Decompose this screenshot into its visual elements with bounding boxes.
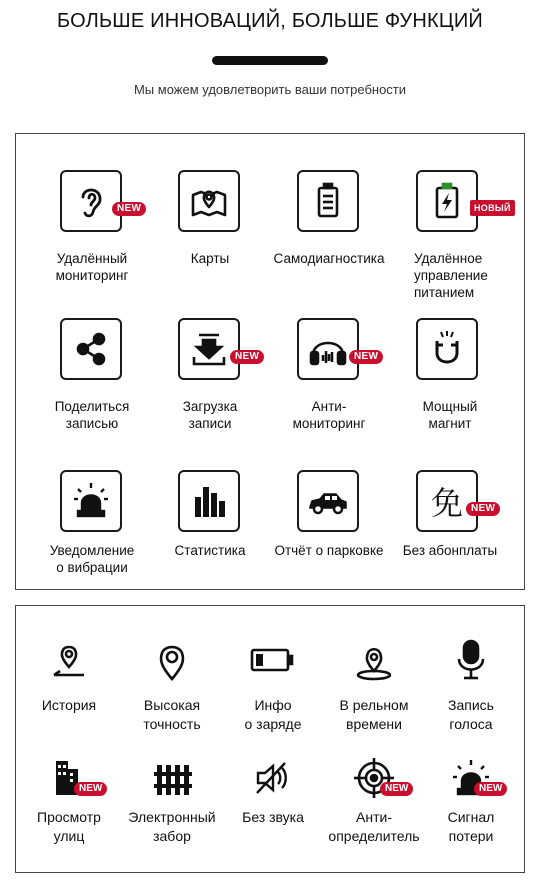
alarm-light-small-icon — [441, 752, 501, 804]
free-glyph-icon: 免 — [416, 470, 478, 532]
feature-label: Без абонплаты — [402, 543, 498, 558]
feature-label: Удалённый мониторинг — [55, 251, 129, 283]
new-badge: NEW — [380, 782, 413, 796]
magnet-icon — [416, 318, 478, 380]
new-badge: NEW — [474, 782, 507, 796]
feature-label-history: История — [41, 697, 97, 713]
feature-label-battery-info: Инфо о заряде — [244, 697, 302, 732]
buildings-icon — [39, 752, 99, 804]
new-badge: NEW — [112, 202, 146, 216]
battery-low-icon — [242, 634, 302, 686]
feature-label-accuracy: Высокая точность — [143, 697, 201, 732]
alarm-light-icon — [60, 470, 122, 532]
feature-label: Загрузка записи — [182, 399, 238, 431]
features-panel-bottom — [15, 605, 525, 873]
feature-label: Карты — [190, 251, 230, 266]
headline-underline-bar — [212, 56, 328, 65]
bar-chart-icon — [178, 470, 240, 532]
new-badge-ru: НОВЫЙ — [470, 200, 515, 216]
new-badge: NEW — [230, 350, 264, 364]
battery-charge-icon — [416, 170, 478, 232]
fence-icon — [142, 752, 202, 804]
mute-icon — [242, 752, 302, 804]
feature-label-street-view: Просмотр улиц — [37, 809, 101, 844]
headphones-icon — [297, 318, 359, 380]
feature-label: Статистика — [174, 543, 246, 558]
realtime-pin-icon — [344, 634, 404, 686]
share-icon — [60, 318, 122, 380]
crosshair-icon — [344, 752, 404, 804]
new-badge: NEW — [349, 350, 383, 364]
download-icon — [178, 318, 240, 380]
route-pin-icon — [39, 634, 99, 686]
microphone-icon — [441, 634, 501, 686]
feature-label-anti-detector: Анти- определитель — [328, 809, 420, 844]
feature-label-silent: Без звука — [242, 809, 304, 825]
feature-label: Поделиться записью — [54, 399, 130, 431]
battery-diagnostic-icon — [297, 170, 359, 232]
feature-label-e-fence: Электронный забор — [128, 809, 216, 844]
feature-label-realtime: В рельном времени — [339, 697, 409, 732]
feature-label: Самодиагностика — [273, 251, 385, 266]
car-icon — [297, 470, 359, 532]
location-pin-icon — [142, 634, 202, 686]
new-badge: NEW — [74, 782, 107, 796]
feature-label: Уведомление о вибрации — [49, 543, 135, 575]
feature-label: Отчёт о парковке — [274, 543, 384, 558]
feature-label: Мощный магнит — [422, 399, 478, 431]
ear-icon — [60, 170, 122, 232]
feature-label: Удалённое управление питанием — [414, 251, 488, 300]
new-badge: NEW — [466, 502, 500, 516]
page-subtitle: Мы можем удовлетворить ваши потребности — [133, 82, 407, 97]
features-panel-top — [15, 133, 525, 590]
feature-label-loss-signal: Сигнал потери — [447, 809, 495, 844]
map-icon — [178, 170, 240, 232]
feature-label: Анти- мониторинг — [292, 399, 366, 431]
feature-label-voice-recording: Запись голоса — [448, 697, 494, 732]
page-headline: БОЛЬШЕ ИННОВАЦИЙ, БОЛЬШЕ ФУНКЦИЙ — [57, 10, 483, 32]
